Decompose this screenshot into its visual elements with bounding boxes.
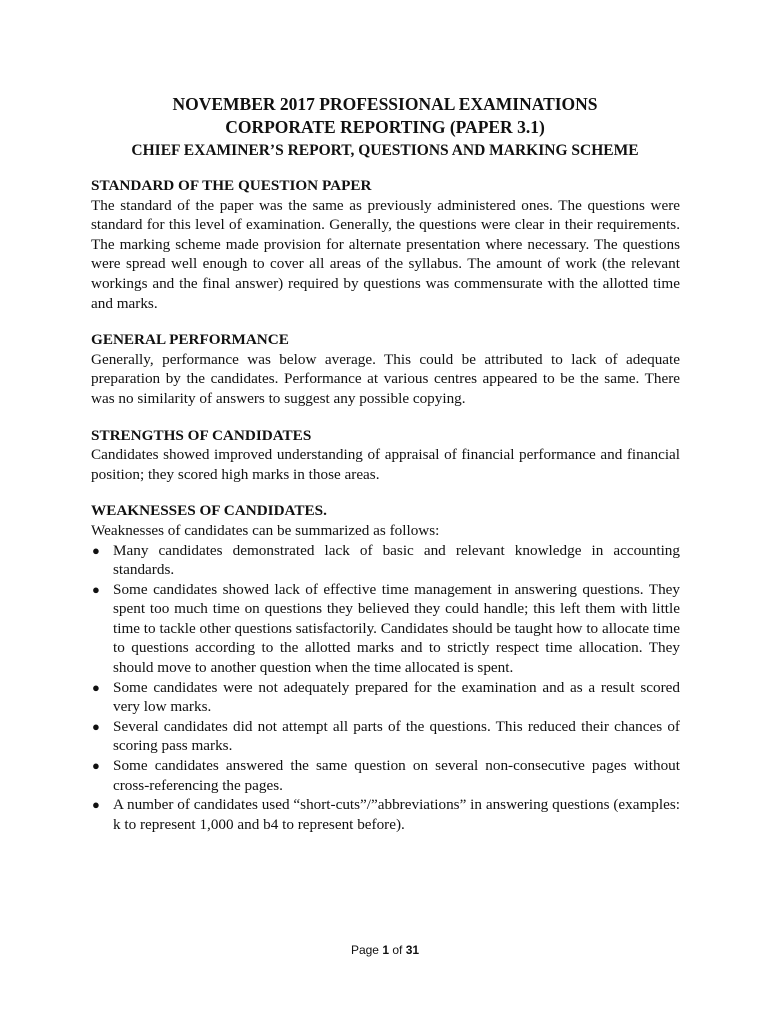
- list-item-text: Some candidates showed lack of effective time management in answering questions. They spent too much time on questions they believed they could handle; this left them with little time to tackle other questions satisfactorily. Candidates should be taught how to allocate time to questions according to the allotted marks and to strictly respect time allocation. They should move to another question when the time allocated is spent.: [113, 580, 680, 677]
- weakness-list: [91, 541, 680, 835]
- exam-title: NOVEMBER 2017 PROFESSIONAL EXAMINATIONS: [172, 94, 598, 114]
- page-total: 31: [405, 943, 420, 957]
- list-item-text: Many candidates demonstrated lack of basic and relevant knowledge in accounting standards.: [113, 541, 680, 579]
- list-item-text: A number of candidates used “short-cuts”/”abbreviations” in answering questions (examples: k to represent 1,000 and b4 to represent before).: [113, 796, 680, 833]
- section-weaknesses: [91, 501, 680, 834]
- document-body: [91, 176, 680, 851]
- section-heading: WEAKNESSES OF CANDIDATES.: [91, 502, 327, 520]
- bullet-icon: ●: [92, 797, 100, 813]
- section-strengths: [91, 426, 680, 485]
- list-item: [91, 580, 680, 678]
- of-word: of: [392, 943, 403, 957]
- list-item: [91, 678, 680, 717]
- list-item-text: Several candidates did not attempt all parts of the questions. This reduced their chances of scoring pass marks.: [113, 717, 680, 755]
- section-heading: STANDARD OF THE QUESTION PAPER: [91, 177, 372, 194]
- bullet-icon: ●: [92, 679, 100, 695]
- page-word: Page: [350, 943, 379, 957]
- report-title: CHIEF EXAMINER’S REPORT, QUESTIONS AND MARKING SCHEME: [131, 142, 639, 159]
- list-item-text: Some candidates answered the same question on several non-consecutive pages without cross-referencing the pages.: [113, 757, 680, 794]
- document-header: [0, 93, 770, 162]
- section-paragraph: The standard of the paper was the same as previously administered ones. The questions were standard for this level of examination. Generally, the questions were clear in their requirements. The marking scheme made provision for alternate presentation where necessary. The questions were spread well enough to cover all areas of the syllabus. The amount of work (the relevant workings and the final answer) required by questions was commensurate with the allotted time and marks.: [91, 196, 680, 312]
- list-item: [91, 717, 680, 756]
- section-intro: Weaknesses of candidates can be summarized as follows:: [91, 521, 440, 539]
- list-item: [91, 756, 680, 795]
- bullet-icon: ●: [92, 581, 100, 597]
- page-current: 1: [382, 943, 389, 957]
- section-heading: GENERAL PERFORMANCE: [91, 331, 289, 349]
- section-performance: [91, 330, 680, 408]
- bullet-icon: ●: [92, 718, 100, 734]
- section-standard: [91, 176, 680, 313]
- section-heading: STRENGTHS OF CANDIDATES: [91, 426, 312, 444]
- bullet-icon: ●: [92, 758, 100, 774]
- bullet-icon: ●: [92, 542, 100, 558]
- section-paragraph: Generally, performance was below average. This could be attributed to lack of adequate preparation by the candidates. Performance at various centres appeared to be the same. There was no similarity of answers to suggest any possible copying.: [91, 350, 680, 407]
- page-footer: [0, 943, 770, 957]
- paper-title: CORPORATE REPORTING (PAPER 3.1): [225, 117, 545, 137]
- list-item-text: Some candidates were not adequately prepared for the examination and as a result scored very low marks.: [113, 678, 680, 716]
- list-item: [91, 541, 680, 580]
- section-paragraph: Candidates showed improved understanding of appraisal of financial performance and financial position; they scored high marks in those areas.: [91, 446, 680, 483]
- list-item: [91, 795, 680, 834]
